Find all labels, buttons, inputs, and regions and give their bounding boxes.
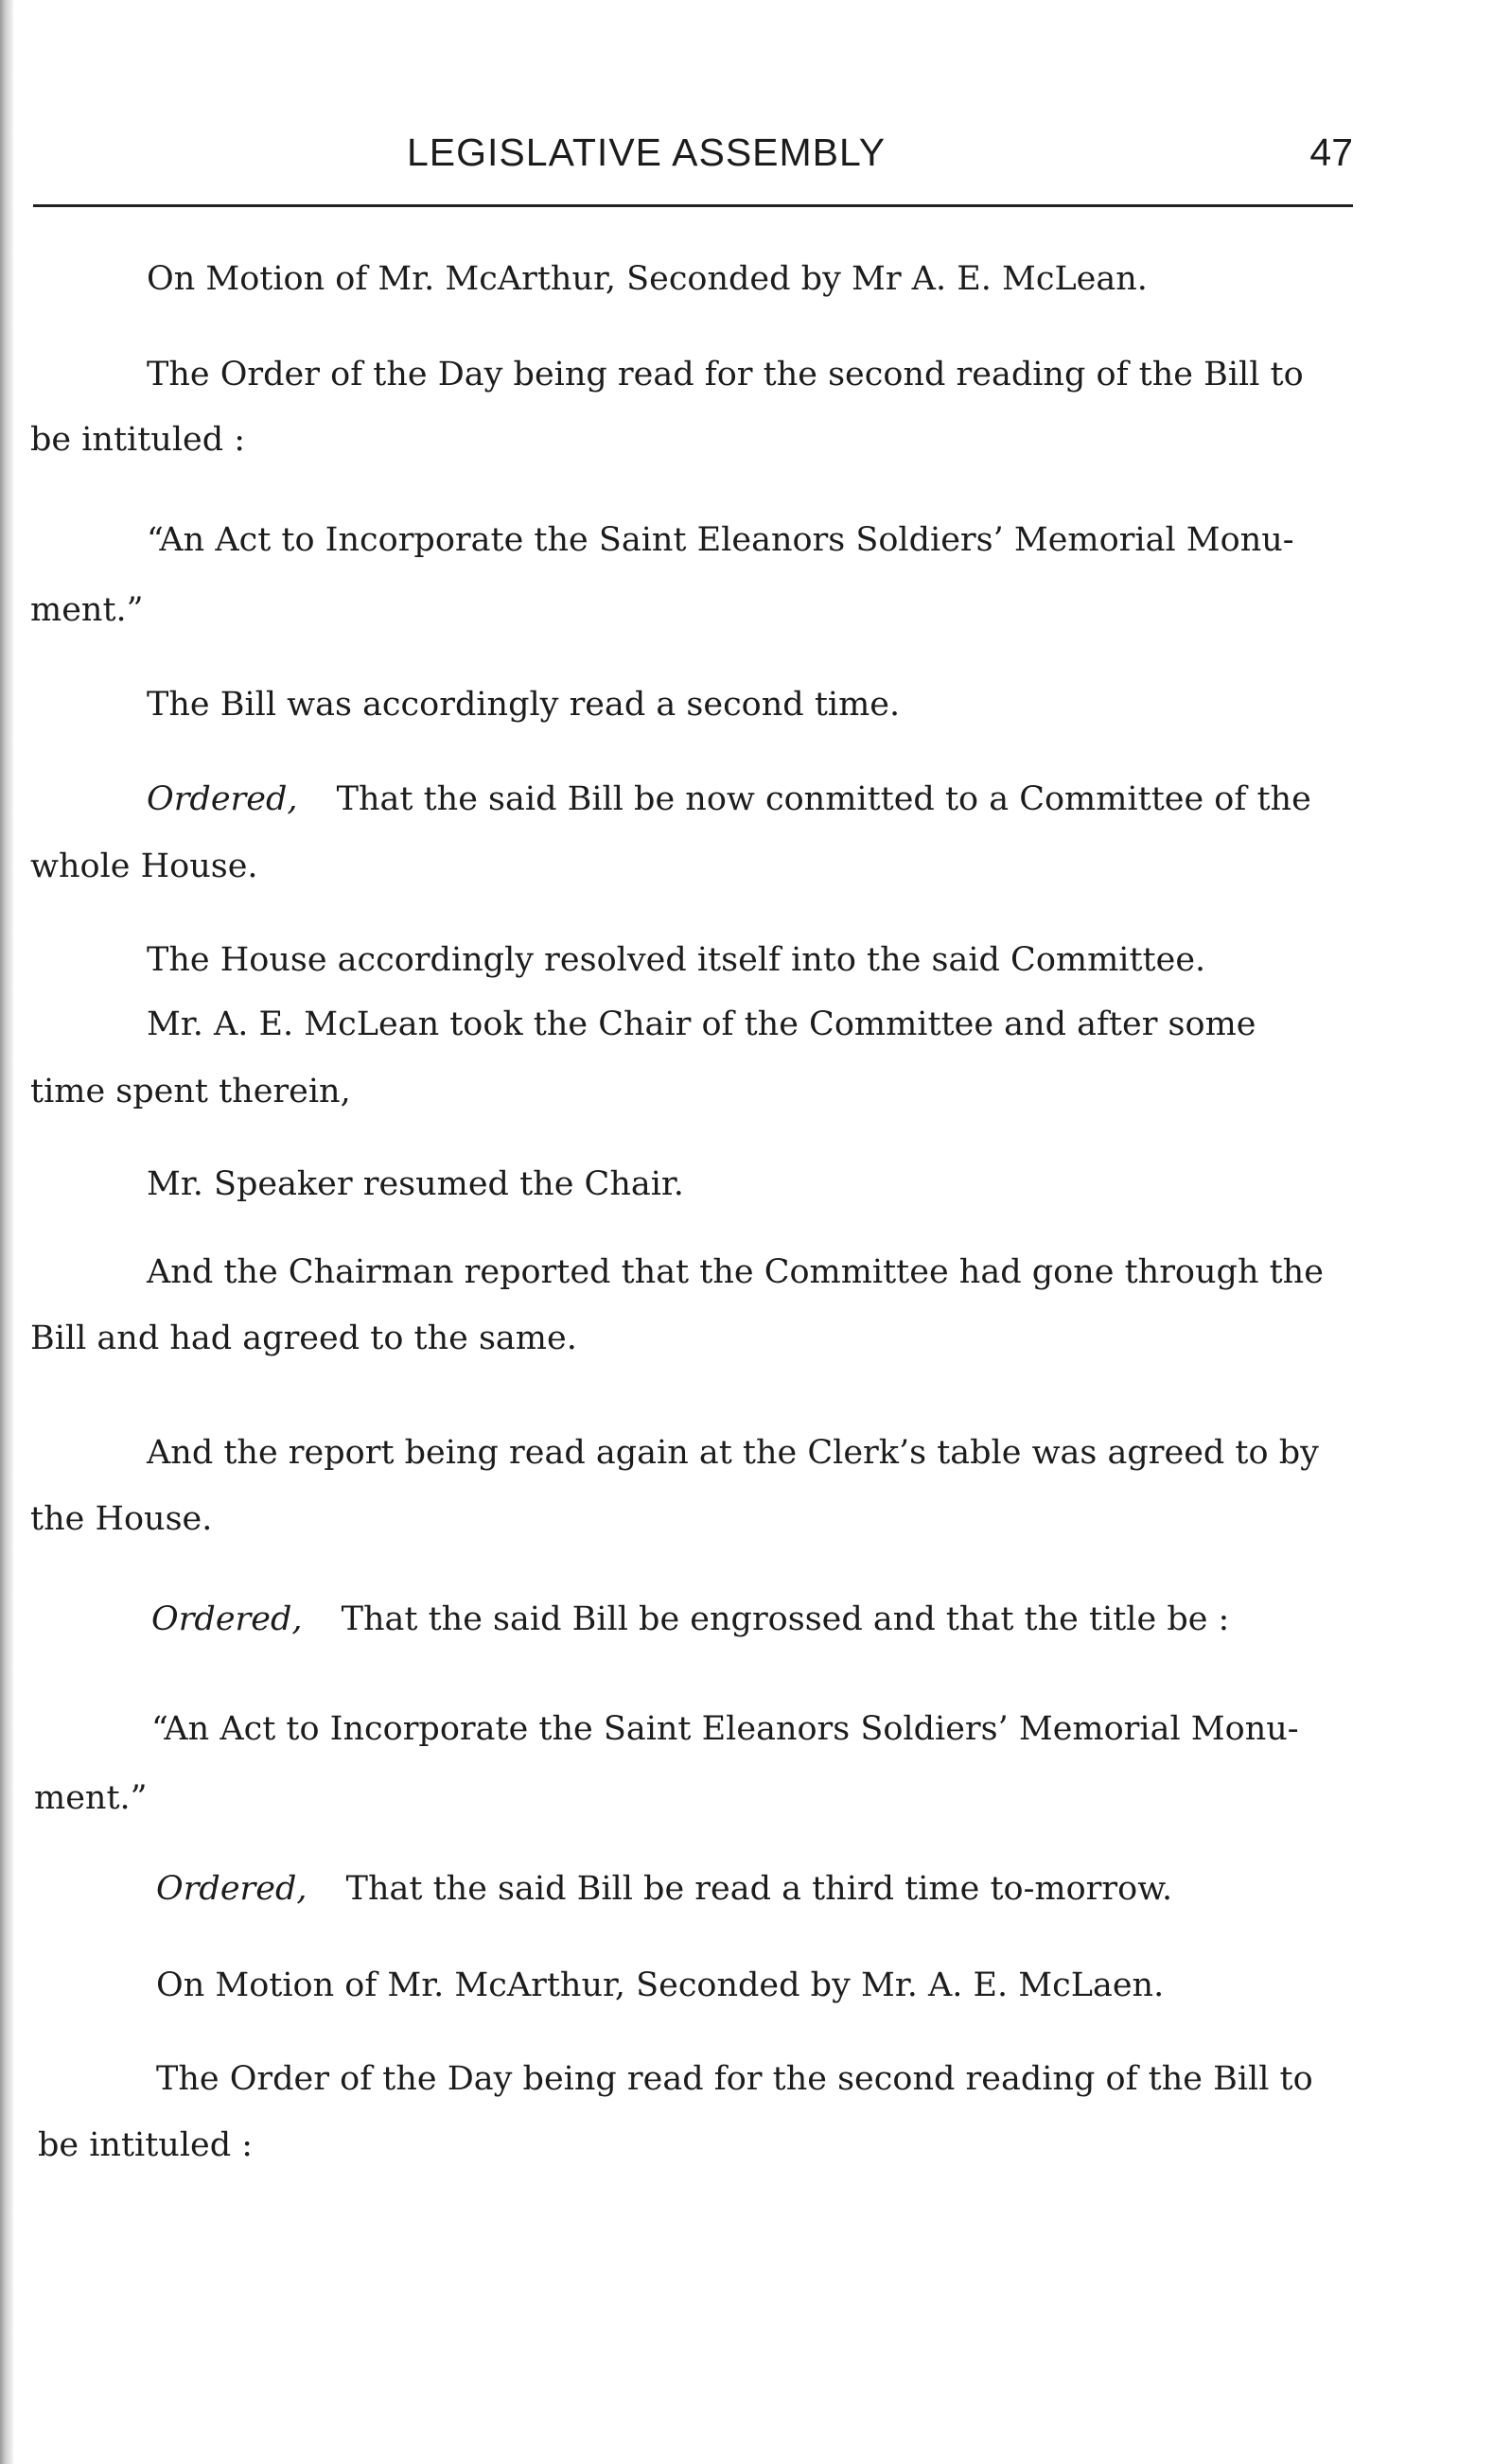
- order-of-day-line-1-cont: be intituled :: [30, 421, 246, 459]
- house-resolved-line: The House accordingly resolved itself into the said Committee.: [147, 941, 1206, 979]
- page-number: 47: [1309, 131, 1353, 174]
- ordered-label: Ordered,: [151, 1600, 303, 1638]
- page-spine-shadow: [0, 0, 13, 2464]
- text-fragment: That the said Bill be now conmitted to a Committee of the: [336, 780, 1311, 818]
- act-title-line-1-cont: ment.”: [30, 591, 144, 629]
- header-rule: [33, 204, 1353, 207]
- ordered-third-reading-line: [156, 1868, 1172, 1910]
- act-title-line-2: “An Act to Incorporate the Saint Eleanors Soldiers’ Memorial Monu-: [151, 1710, 1299, 1748]
- motion-line-2: On Motion of Mr. McArthur, Seconded by Mr. A. E. McLaen.: [156, 1966, 1165, 2004]
- text-fragment: That the said Bill be engrossed and that the title be :: [341, 1600, 1230, 1638]
- ordered-engrossed-line: [151, 1599, 1229, 1640]
- text-fragment: That the said Bill be read a third time to-morrow.: [345, 1870, 1173, 1908]
- ordered-label: Ordered,: [156, 1870, 307, 1908]
- order-of-day-line-2: The Order of the Day being read for the second reading of the Bill to: [156, 2060, 1313, 2098]
- act-title-line-2-cont: ment.”: [34, 1779, 148, 1817]
- text-fragment: The Order of the Day being read for the second reading of the Bill to: [147, 356, 1304, 393]
- ordered-committee-line-cont: whole House.: [30, 848, 258, 885]
- running-header-title: LEGISLATIVE ASSEMBLY: [407, 131, 887, 174]
- order-of-day-line-1: [147, 354, 1350, 395]
- ordered-committee-line: [147, 778, 1311, 820]
- second-reading-statement: The Bill was accordingly read a second time.: [147, 686, 901, 724]
- speaker-resumed-line: Mr. Speaker resumed the Chair.: [147, 1165, 684, 1203]
- chairman-reported-line: And the Chairman reported that the Committee had gone through the: [147, 1253, 1324, 1291]
- act-title-line-1: “An Act to Incorporate the Saint Eleanors Soldiers’ Memorial Monu-: [147, 521, 1294, 559]
- chair-of-committee-line: Mr. A. E. McLean took the Chair of the Committee and after some: [147, 1005, 1256, 1043]
- chair-of-committee-line-cont: time spent therein,: [30, 1073, 351, 1110]
- report-agreed-line: And the report being read again at the Clerk’s table was agreed to by: [147, 1434, 1319, 1472]
- report-agreed-line-cont: the House.: [30, 1500, 213, 1538]
- motion-line-1: On Motion of Mr. McArthur, Seconded by Mr A. E. McLean.: [147, 260, 1148, 298]
- ordered-label: Ordered,: [147, 780, 298, 818]
- chairman-reported-line-cont: Bill and had agreed to the same.: [30, 1319, 577, 1357]
- order-of-day-line-2-cont: be intituled :: [38, 2126, 254, 2164]
